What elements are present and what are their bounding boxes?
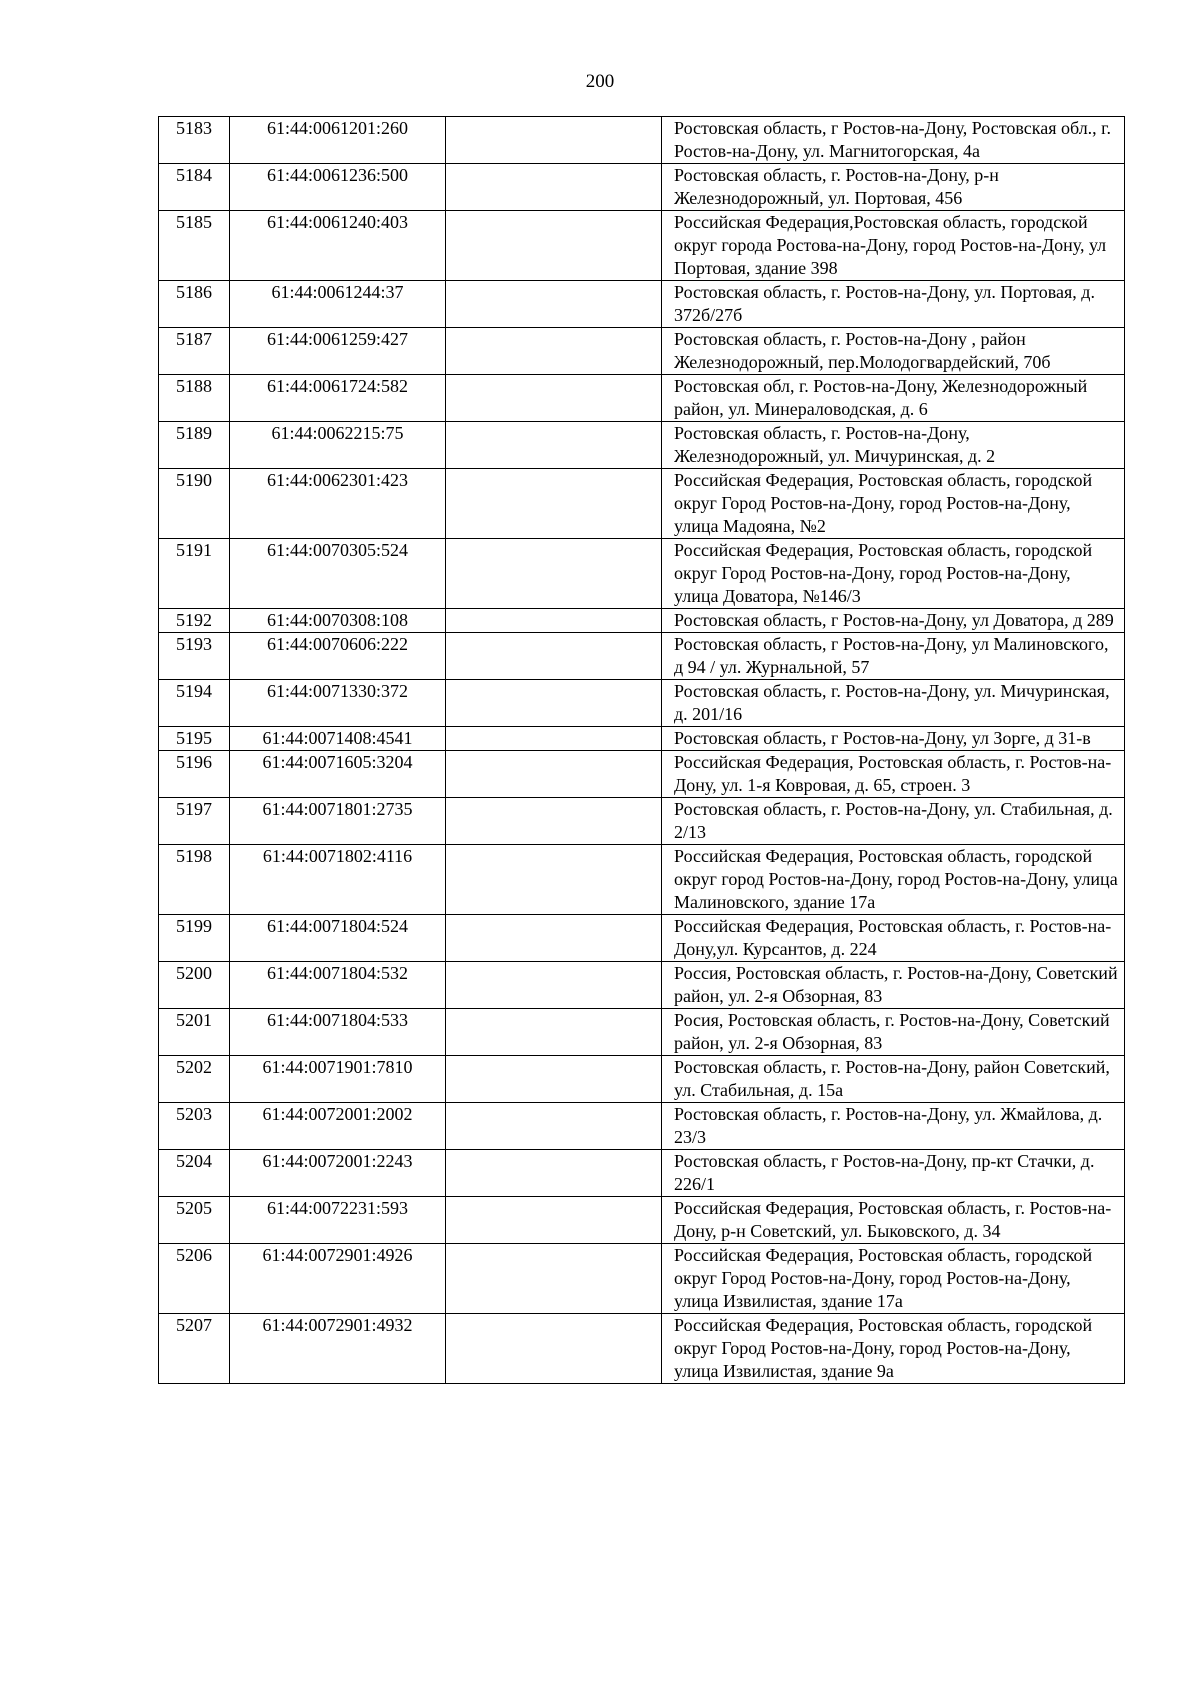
table-row (159, 211, 1125, 281)
address: Ростовская область, г. Ростов-на-Дону, ул. Мичуринская, д. 201/16 (662, 680, 1125, 727)
empty-cell (446, 117, 662, 164)
table-row (159, 117, 1125, 164)
row-number: 5204 (159, 1150, 230, 1197)
registry-body (159, 117, 1125, 1384)
registry-table (158, 116, 1125, 1384)
table-row (159, 609, 1125, 633)
cadastral-number: 61:44:0072231:593 (230, 1197, 446, 1244)
row-number: 5189 (159, 422, 230, 469)
empty-cell (446, 1009, 662, 1056)
row-number: 5206 (159, 1244, 230, 1314)
row-number: 5197 (159, 798, 230, 845)
empty-cell (446, 422, 662, 469)
table-row (159, 1056, 1125, 1103)
table-row (159, 1244, 1125, 1314)
cadastral-number: 61:44:0071605:3204 (230, 751, 446, 798)
row-number: 5199 (159, 915, 230, 962)
row-number: 5195 (159, 727, 230, 751)
row-number: 5186 (159, 281, 230, 328)
row-number: 5188 (159, 375, 230, 422)
row-number: 5201 (159, 1009, 230, 1056)
address: Ростовская область, г. Ростов-на-Дону, ул. Стабильная, д. 2/13 (662, 798, 1125, 845)
cadastral-number: 61:44:0061259:427 (230, 328, 446, 375)
empty-cell (446, 962, 662, 1009)
empty-cell (446, 328, 662, 375)
empty-cell (446, 1314, 662, 1384)
address: Ростовская область, г. Ростов-на-Дону, ул. Жмайлова, д. 23/3 (662, 1103, 1125, 1150)
address: Российская Федерация, Ростовская область, городской округ Город Ростов-на-Дону, город Ростов-на-Дону, улица Доватора, №146/3 (662, 539, 1125, 609)
address: Россия, Ростовская область, г. Ростов-на-Дону, Советский район, ул. 2-я Обзорная, 83 (662, 962, 1125, 1009)
empty-cell (446, 281, 662, 328)
cadastral-number: 61:44:0062215:75 (230, 422, 446, 469)
address: Ростовская область, г. Ростов-на-Дону , район Железнодорожный, пер.Молодогвардейский, 70б (662, 328, 1125, 375)
empty-cell (446, 1244, 662, 1314)
row-number: 5187 (159, 328, 230, 375)
cadastral-number: 61:44:0071804:532 (230, 962, 446, 1009)
empty-cell (446, 1103, 662, 1150)
address: Российская Федерация, Ростовская область, городской округ Город Ростов-на-Дону, город Ростов-на-Дону, улица Извилистая, здание 9а (662, 1314, 1125, 1384)
row-number: 5185 (159, 211, 230, 281)
table-row (159, 751, 1125, 798)
row-number: 5202 (159, 1056, 230, 1103)
empty-cell (446, 469, 662, 539)
empty-cell (446, 609, 662, 633)
table-row (159, 539, 1125, 609)
empty-cell (446, 633, 662, 680)
row-number: 5207 (159, 1314, 230, 1384)
row-number: 5196 (159, 751, 230, 798)
empty-cell (446, 539, 662, 609)
cadastral-number: 61:44:0061724:582 (230, 375, 446, 422)
cadastral-number: 61:44:0061244:37 (230, 281, 446, 328)
table-row (159, 469, 1125, 539)
cadastral-number: 61:44:0061201:260 (230, 117, 446, 164)
address: Ростовская область, г Ростов-на-Дону, ул Малиновского, д 94 / ул. Журнальной, 57 (662, 633, 1125, 680)
table-row (159, 915, 1125, 962)
table-row (159, 1009, 1125, 1056)
table-row (159, 798, 1125, 845)
address: Ростовская область, г Ростов-на-Дону, ул Доватора, д 289 (662, 609, 1125, 633)
address: Российская Федерация, Ростовская область, городской округ город Ростов-на-Дону, город Ростов-на-Дону, улица Малиновского, здание 17а (662, 845, 1125, 915)
empty-cell (446, 798, 662, 845)
row-number: 5198 (159, 845, 230, 915)
row-number: 5184 (159, 164, 230, 211)
row-number: 5194 (159, 680, 230, 727)
cadastral-number: 61:44:0061236:500 (230, 164, 446, 211)
cadastral-number: 61:44:0071408:4541 (230, 727, 446, 751)
table-row (159, 328, 1125, 375)
address: Ростовская область, г Ростов-на-Дону, пр-кт Стачки, д. 226/1 (662, 1150, 1125, 1197)
cadastral-number: 61:44:0072001:2243 (230, 1150, 446, 1197)
address: Российская Федерация, Ростовская область, г. Ростов-на-Дону, р-н Советский, ул. Быковского, д. 34 (662, 1197, 1125, 1244)
table-row (159, 962, 1125, 1009)
empty-cell (446, 751, 662, 798)
row-number: 5205 (159, 1197, 230, 1244)
address: Российская Федерация, Ростовская область, городской округ Город Ростов-на-Дону, город Ростов-на-Дону, улица Извилистая, здание 17а (662, 1244, 1125, 1314)
cadastral-number: 61:44:0071804:533 (230, 1009, 446, 1056)
address: Ростовская область, г. Ростов-на-Дону, район Советский, ул. Стабильная, д. 15а (662, 1056, 1125, 1103)
address: Ростовская область, г Ростов-на-Дону, ул Зорге, д 31-в (662, 727, 1125, 751)
table-row (159, 845, 1125, 915)
table-row (159, 375, 1125, 422)
row-number: 5183 (159, 117, 230, 164)
empty-cell (446, 375, 662, 422)
cadastral-number: 61:44:0070305:524 (230, 539, 446, 609)
table-row (159, 1150, 1125, 1197)
cadastral-number: 61:44:0072901:4926 (230, 1244, 446, 1314)
address: Росия, Ростовская область, г. Ростов-на-Дону, Советский район, ул. 2-я Обзорная, 83 (662, 1009, 1125, 1056)
table-row (159, 281, 1125, 328)
cadastral-number: 61:44:0071901:7810 (230, 1056, 446, 1103)
row-number: 5190 (159, 469, 230, 539)
table-row (159, 1314, 1125, 1384)
address: Российская Федерация, Ростовская область, г. Ростов-на-Дону,ул. Курсантов, д. 224 (662, 915, 1125, 962)
address: Ростовская область, г. Ростов-на-Дону, Железнодорожный, ул. Мичуринская, д. 2 (662, 422, 1125, 469)
row-number: 5193 (159, 633, 230, 680)
row-number: 5203 (159, 1103, 230, 1150)
row-number: 5192 (159, 609, 230, 633)
table-row (159, 1103, 1125, 1150)
table-row (159, 680, 1125, 727)
cadastral-number: 61:44:0071330:372 (230, 680, 446, 727)
address: Российская Федерация,Ростовская область, городской округ города Ростова-на-Дону, город Ростов-на-Дону, ул Портовая, здание 398 (662, 211, 1125, 281)
address: Ростовская область, г. Ростов-на-Дону, р-н Железнодорожный, ул. Портовая, 456 (662, 164, 1125, 211)
cadastral-number: 61:44:0071801:2735 (230, 798, 446, 845)
empty-cell (446, 211, 662, 281)
page-number: 200 (585, 71, 615, 92)
cadastral-number: 61:44:0071804:524 (230, 915, 446, 962)
row-number: 5191 (159, 539, 230, 609)
address: Ростовская область, г Ростов-на-Дону, Ростовская обл., г. Ростов-на-Дону, ул. Магнитогорская, 4а (662, 117, 1125, 164)
address: Российская Федерация, Ростовская область, г. Ростов-на-Дону, ул. 1-я Ковровая, д. 65, строен. 3 (662, 751, 1125, 798)
empty-cell (446, 1150, 662, 1197)
cadastral-number: 61:44:0061240:403 (230, 211, 446, 281)
cadastral-number: 61:44:0071802:4116 (230, 845, 446, 915)
address: Российская Федерация, Ростовская область, городской округ Город Ростов-на-Дону, город Ростов-на-Дону, улица Мадояна, №2 (662, 469, 1125, 539)
cadastral-number: 61:44:0062301:423 (230, 469, 446, 539)
empty-cell (446, 164, 662, 211)
cadastral-number: 61:44:0070308:108 (230, 609, 446, 633)
empty-cell (446, 845, 662, 915)
table-row (159, 1197, 1125, 1244)
table-row (159, 633, 1125, 680)
cadastral-number: 61:44:0070606:222 (230, 633, 446, 680)
address: Ростовская область, г. Ростов-на-Дону, ул. Портовая, д. 372б/27б (662, 281, 1125, 328)
empty-cell (446, 680, 662, 727)
table-row (159, 727, 1125, 751)
row-number: 5200 (159, 962, 230, 1009)
table-row (159, 422, 1125, 469)
empty-cell (446, 915, 662, 962)
address: Ростовская обл, г. Ростов-на-Дону, Железнодорожный район, ул. Минераловодская, д. 6 (662, 375, 1125, 422)
empty-cell (446, 727, 662, 751)
empty-cell (446, 1056, 662, 1103)
table-row (159, 164, 1125, 211)
empty-cell (446, 1197, 662, 1244)
cadastral-number: 61:44:0072001:2002 (230, 1103, 446, 1150)
cadastral-number: 61:44:0072901:4932 (230, 1314, 446, 1384)
